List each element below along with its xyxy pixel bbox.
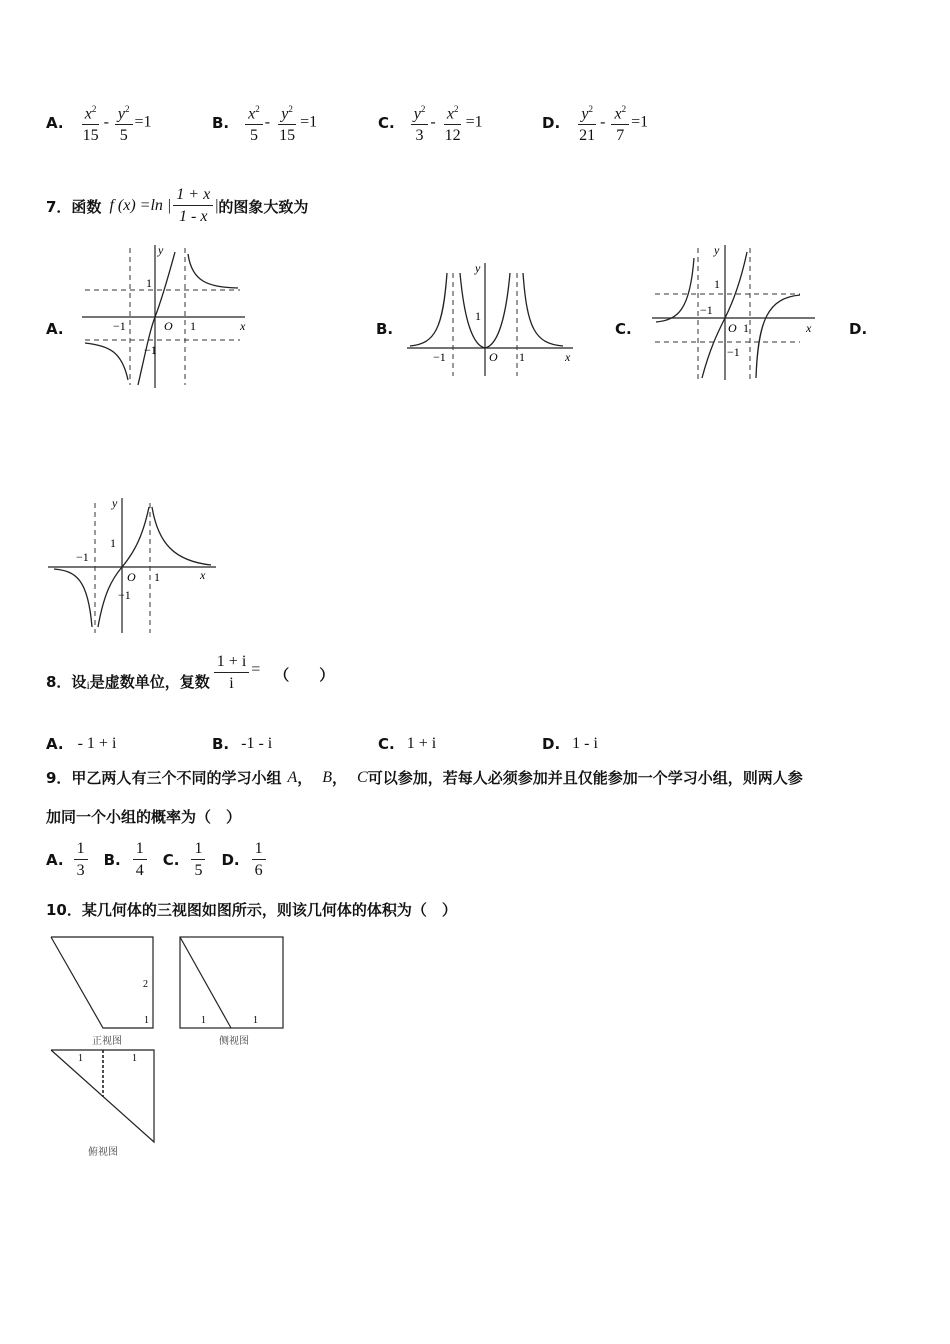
side-view-caption: 侧视图 xyxy=(219,1036,249,1047)
q6-option-b[interactable] xyxy=(212,100,317,145)
curve-left xyxy=(410,273,447,346)
q8-option-letter: B. xyxy=(212,735,230,753)
curve-right xyxy=(152,507,211,565)
q8-option-c[interactable] xyxy=(378,735,436,753)
q7-option-d-letter[interactable]: D. xyxy=(849,320,868,338)
curve-right xyxy=(523,273,563,346)
x-one-label: 1 xyxy=(190,319,196,333)
q9-text-a: 9．甲乙两人有三个不同的学习小组 xyxy=(46,769,282,787)
x-label: x xyxy=(565,350,571,364)
q6-option-d[interactable] xyxy=(542,100,648,145)
curve-right xyxy=(188,254,238,288)
q7-graph-c[interactable] xyxy=(650,240,820,382)
x-one-label: 1 xyxy=(743,321,749,335)
x-label: x xyxy=(200,568,206,582)
q8-option-value: 1 - i xyxy=(572,735,598,752)
origin-label: O xyxy=(164,319,173,333)
y-neg-one-label: −1 xyxy=(727,345,740,359)
q8-i: i xyxy=(86,678,90,692)
q10-side-view xyxy=(177,934,289,1049)
top-view-caption: 俯视图 xyxy=(88,1147,118,1158)
q8-equals: = xyxy=(251,660,261,678)
q10-top-view xyxy=(48,1047,160,1159)
q9-option-d[interactable] xyxy=(221,840,267,880)
q6-option-letter: A. xyxy=(46,113,64,132)
q8-option-letter: D. xyxy=(542,735,561,753)
side-outline xyxy=(180,937,283,1028)
q9-stem-line2: 加同一个小组的概率为（ ） xyxy=(46,808,242,826)
y-neg-one-label: −1 xyxy=(144,343,157,357)
q9-option-fraction: $\frac{1}{4}$ xyxy=(133,840,147,880)
side-base-left-label: 1 xyxy=(201,1015,206,1026)
q9-option-letter: A. xyxy=(46,851,64,869)
y-one-label: 1 xyxy=(146,276,152,290)
q9-option-b[interactable] xyxy=(104,840,149,880)
y-one-label: 1 xyxy=(110,536,116,550)
q8-option-value: -1 - i xyxy=(241,735,273,752)
q8-prefix: 8．设 xyxy=(46,673,87,691)
q6-option-equation: $\frac{x^2}{5}$ - $\frac{y^2}{15}$ =1 xyxy=(243,100,317,145)
q9-option-fraction: $\frac{1}{5}$ xyxy=(191,840,205,880)
q9-text-b: 可以参加，若每人必须参加并且仅能参加一个学习小组，则两人参 xyxy=(367,769,803,787)
x-neg-one-label: −1 xyxy=(76,550,89,564)
q8-stem xyxy=(46,652,334,693)
q7-option-a-letter[interactable]: A. xyxy=(46,320,64,338)
q6-option-equation: $\frac{y^2}{3}$ - $\frac{x^2}{12}$ =1 xyxy=(409,100,483,145)
y-neg-one-label: −1 xyxy=(118,588,131,602)
front-base-label: 1 xyxy=(144,1015,149,1026)
y-label: y xyxy=(714,243,720,257)
front-height-label: 2 xyxy=(143,979,148,990)
q9-sep: ， xyxy=(297,769,313,787)
q8-option-value: 1 + i xyxy=(406,735,437,752)
q7-option-b-letter[interactable]: B. xyxy=(376,320,394,338)
q9-option-letter: C. xyxy=(162,851,180,869)
curve-left xyxy=(54,569,92,627)
q8-option-value: - 1 + i xyxy=(77,735,117,752)
x-one-label: 1 xyxy=(519,350,525,364)
side-base-right-label: 1 xyxy=(253,1015,258,1026)
q7-number: 7．函数 xyxy=(46,197,102,216)
q9-group-a: A xyxy=(287,768,298,786)
q9-option-letter: D. xyxy=(221,851,240,869)
curve-left xyxy=(656,258,694,322)
q7-graph-b[interactable] xyxy=(405,258,580,378)
q8-option-letter: C. xyxy=(378,735,395,753)
q9-option-letter: B. xyxy=(103,851,121,869)
q9-option-fraction: $\frac{1}{3}$ xyxy=(74,840,88,880)
x-neg-one-label: −1 xyxy=(700,303,713,317)
y-label: y xyxy=(112,496,118,510)
q6-option-equation: $\frac{x^2}{15}$ - $\frac{y^2}{5}$ =1 xyxy=(78,100,152,145)
q6-option-equation: $\frac{y^2}{21}$ - $\frac{x^2}{7}$ =1 xyxy=(574,100,648,145)
q7-graph-d[interactable] xyxy=(46,495,221,635)
front-view-caption: 正视图 xyxy=(92,1036,122,1047)
q8-paren: （ ） xyxy=(274,666,335,684)
q10-front-view xyxy=(48,934,158,1049)
curve-right xyxy=(756,295,800,378)
q9-group-c: C xyxy=(357,768,368,786)
origin-label: O xyxy=(728,321,737,335)
q8-option-a[interactable] xyxy=(46,735,116,753)
x-neg-one-label: −1 xyxy=(113,319,126,333)
q9-option-fraction: $\frac{1}{6}$ xyxy=(252,840,266,880)
front-outline xyxy=(51,937,153,1028)
top-left-label: 1 xyxy=(78,1053,83,1064)
q6-option-c[interactable] xyxy=(378,100,483,145)
q9-option-a[interactable] xyxy=(46,840,90,880)
q7-graph-a[interactable] xyxy=(80,240,250,390)
q8-option-d[interactable] xyxy=(542,735,598,753)
q8-option-b[interactable] xyxy=(212,735,272,753)
y-label: y xyxy=(158,243,164,257)
q6-option-letter: D. xyxy=(542,113,561,132)
x-neg-one-label: −1 xyxy=(433,350,446,364)
q6-option-a[interactable] xyxy=(46,100,152,145)
origin-label: O xyxy=(127,570,136,584)
origin-label: O xyxy=(489,350,498,364)
q7-stem xyxy=(46,186,308,226)
q9-stem-line1 xyxy=(46,767,803,788)
curve-left xyxy=(85,343,128,380)
y-one-label: 1 xyxy=(475,309,481,323)
y-one-label: 1 xyxy=(714,277,720,291)
q8-option-letter: A. xyxy=(46,735,64,753)
top-right-label: 1 xyxy=(132,1053,137,1064)
q7-function: f (x) =ln | xyxy=(109,197,172,214)
q8-middle: 是虚数单位，复数 xyxy=(89,673,210,691)
q7-fraction: $\frac{1 + x}{1 - x}$ xyxy=(173,186,213,226)
q8-fraction: $\frac{1 + i}{i}$ xyxy=(214,653,249,693)
q9-sep: ， xyxy=(332,769,348,787)
x-label: x xyxy=(806,321,812,335)
q10-stem: 10．某几何体的三视图如图所示，则该几何体的体积为（ ） xyxy=(46,901,457,919)
q6-option-letter: B. xyxy=(212,113,230,132)
q7-abs-bar: | xyxy=(215,197,219,214)
y-label: y xyxy=(475,261,481,275)
x-one-label: 1 xyxy=(154,570,160,584)
q9-group-b: B xyxy=(322,768,333,786)
q7-option-c-letter[interactable]: C. xyxy=(615,320,632,338)
x-label: x xyxy=(240,319,246,333)
q6-option-letter: C. xyxy=(378,113,395,132)
q7-suffix: 的图象大致为 xyxy=(218,197,309,216)
q9-options xyxy=(46,840,268,880)
q9-option-c[interactable] xyxy=(163,840,208,880)
